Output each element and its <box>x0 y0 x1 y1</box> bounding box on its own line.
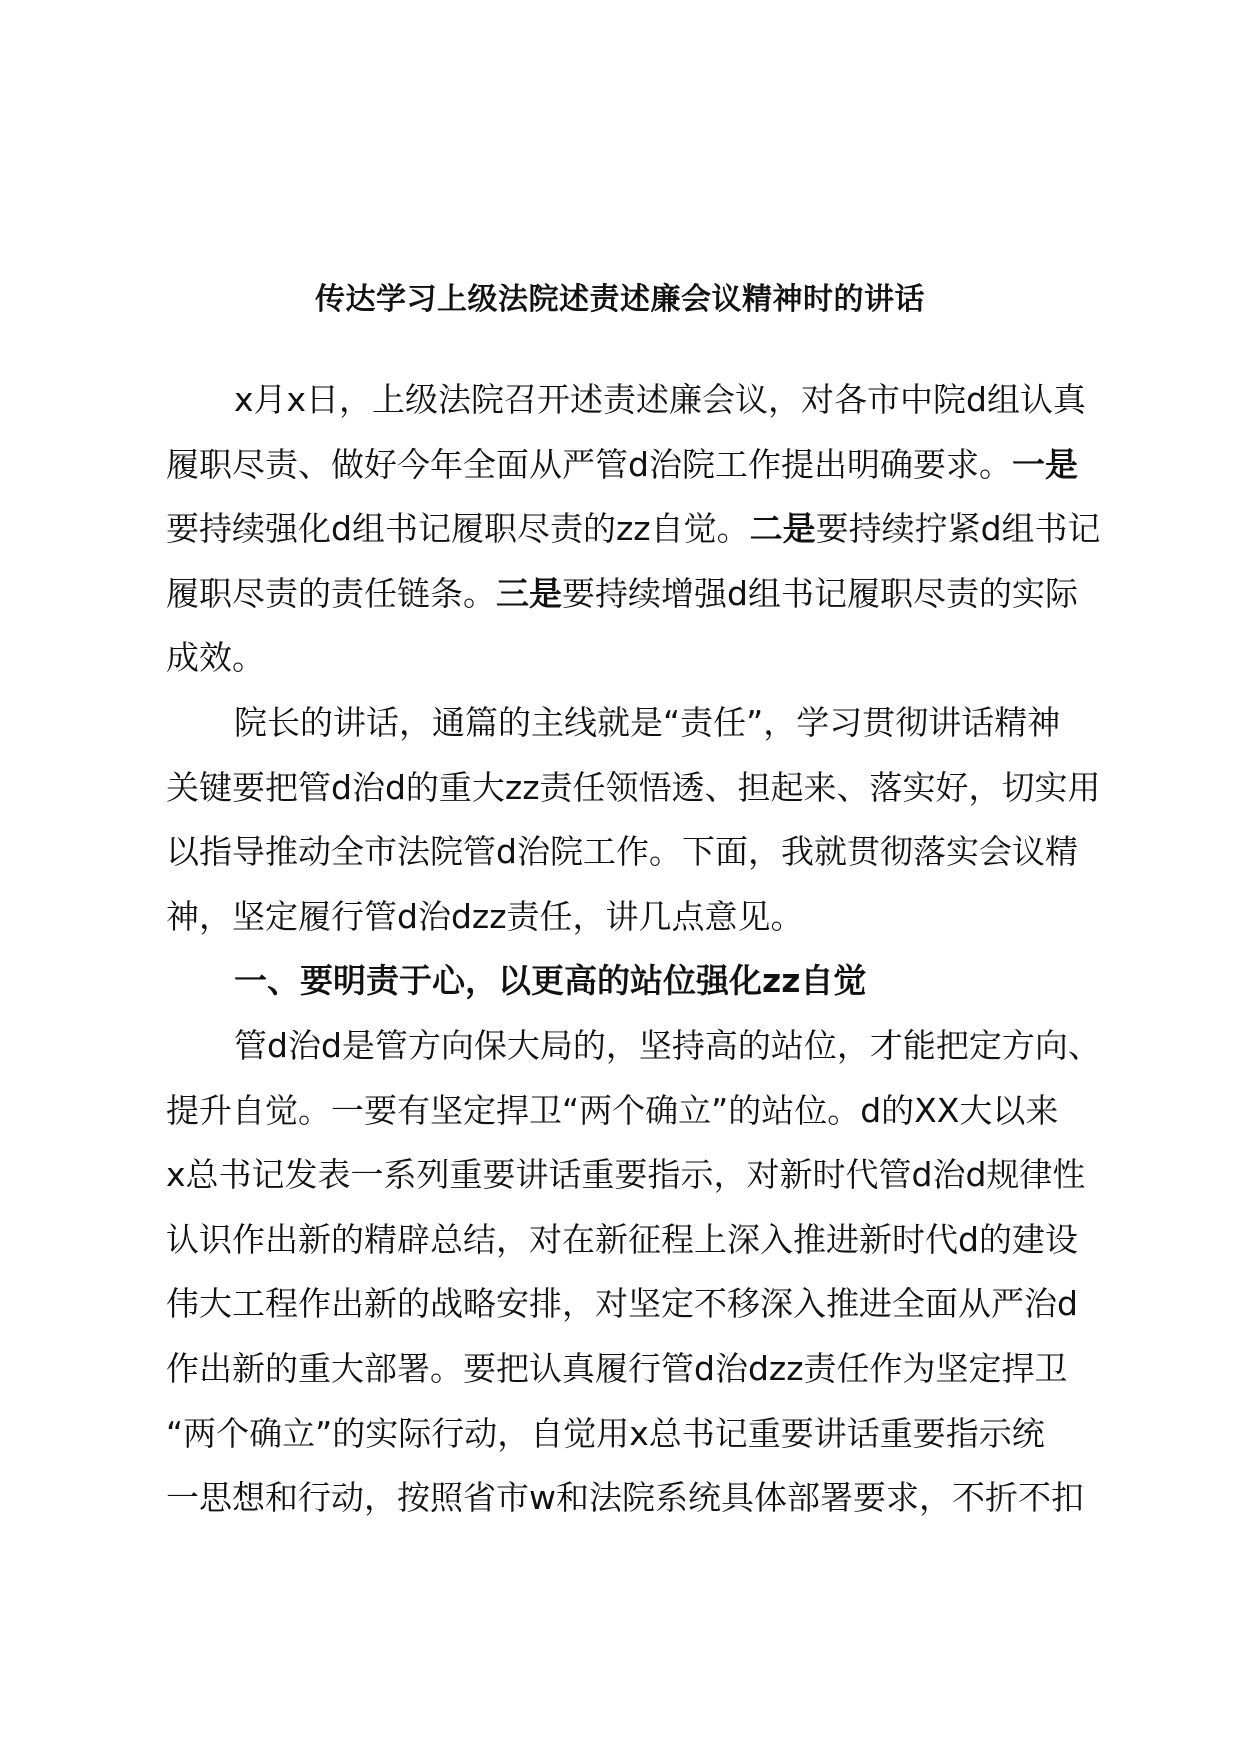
text-line <box>166 1208 1110 1273</box>
text-run: 认识作出新的精辟总结，对在新征程上深入推进新时代d的建设 <box>166 1219 1078 1259</box>
text-line <box>166 1402 1110 1467</box>
text-line <box>166 885 1110 950</box>
text-run: 履职尽责、做好今年全面从严管d治院工作提出明确要求。 <box>166 444 1012 484</box>
text-run: 提升自觉。一要有坚定捍卫“两个确立”的站位。d的XX大以来 <box>166 1090 1059 1130</box>
text-line <box>166 626 1110 691</box>
text-run: 管d治d是管方向保大局的，坚持高的站位，才能把定方向、 <box>234 1025 1101 1065</box>
text-line <box>166 1337 1110 1402</box>
text-run: 神，坚定履行管d治dzz责任，讲几点意见。 <box>166 896 804 936</box>
text-line <box>166 820 1110 885</box>
text-run: 一思想和行动，按照省市w和法院系统具体部署要求，不折不扣 <box>166 1478 1084 1518</box>
text-run: 作出新的重大部署。要把认真履行管d治dzz责任作为坚定捍卫 <box>166 1348 1068 1388</box>
document-title: 传达学习上级法院述责述廉会议精神时的讲话 <box>315 282 925 317</box>
text-run: “两个确立”的实际行动，自觉用x总书记重要讲话重要指示统 <box>166 1413 1045 1453</box>
text-run: 要持续强化d组书记履职尽责的zz自觉。 <box>166 509 750 549</box>
section-heading <box>166 949 1110 1014</box>
text-run: 成效。 <box>166 638 265 678</box>
text-run: 伟大工程作出新的战略安排，对坚定不移深入推进全面从严治d <box>166 1284 1078 1324</box>
text-run: x月x日，上级法院召开述责述廉会议，对各市中院d组认真 <box>234 380 1087 419</box>
document-body <box>166 368 1110 1531</box>
text-line <box>166 368 1110 433</box>
text-line <box>166 1143 1110 1208</box>
text-line <box>166 433 1110 498</box>
emphasis-text: 一、要明责于心，以更高的站位强化zz自觉 <box>234 961 867 1001</box>
text-run: 以指导推动全市法院管d治院工作。下面，我就贯彻落实会议精 <box>166 832 1078 872</box>
emphasis-text: 一是 <box>1011 444 1078 484</box>
text-line <box>166 497 1110 562</box>
text-line <box>166 562 1110 627</box>
text-run: 院长的讲话，通篇的主线就是“责任”，学习贯彻讲话精神 <box>234 702 1061 742</box>
text-run: 要持续拧紧d组书记 <box>815 509 1101 549</box>
emphasis-text: 二是 <box>749 509 816 549</box>
text-line <box>166 756 1110 821</box>
text-line <box>166 1466 1110 1531</box>
text-line <box>166 691 1110 756</box>
text-run: 关键要把管d治d的重大zz责任领悟透、担起来、落实好，切实用 <box>166 767 1101 807</box>
emphasis-text: 三是 <box>496 573 562 613</box>
text-line <box>166 1079 1110 1144</box>
text-line <box>166 1272 1110 1337</box>
text-run: x总书记发表一系列重要讲话重要指示，对新时代管d治d规律性 <box>166 1155 1086 1195</box>
text-line <box>166 1014 1110 1079</box>
text-run: 要持续增强d组书记履职尽责的实际 <box>562 573 1078 613</box>
text-run: 履职尽责的责任链条。 <box>166 573 496 613</box>
